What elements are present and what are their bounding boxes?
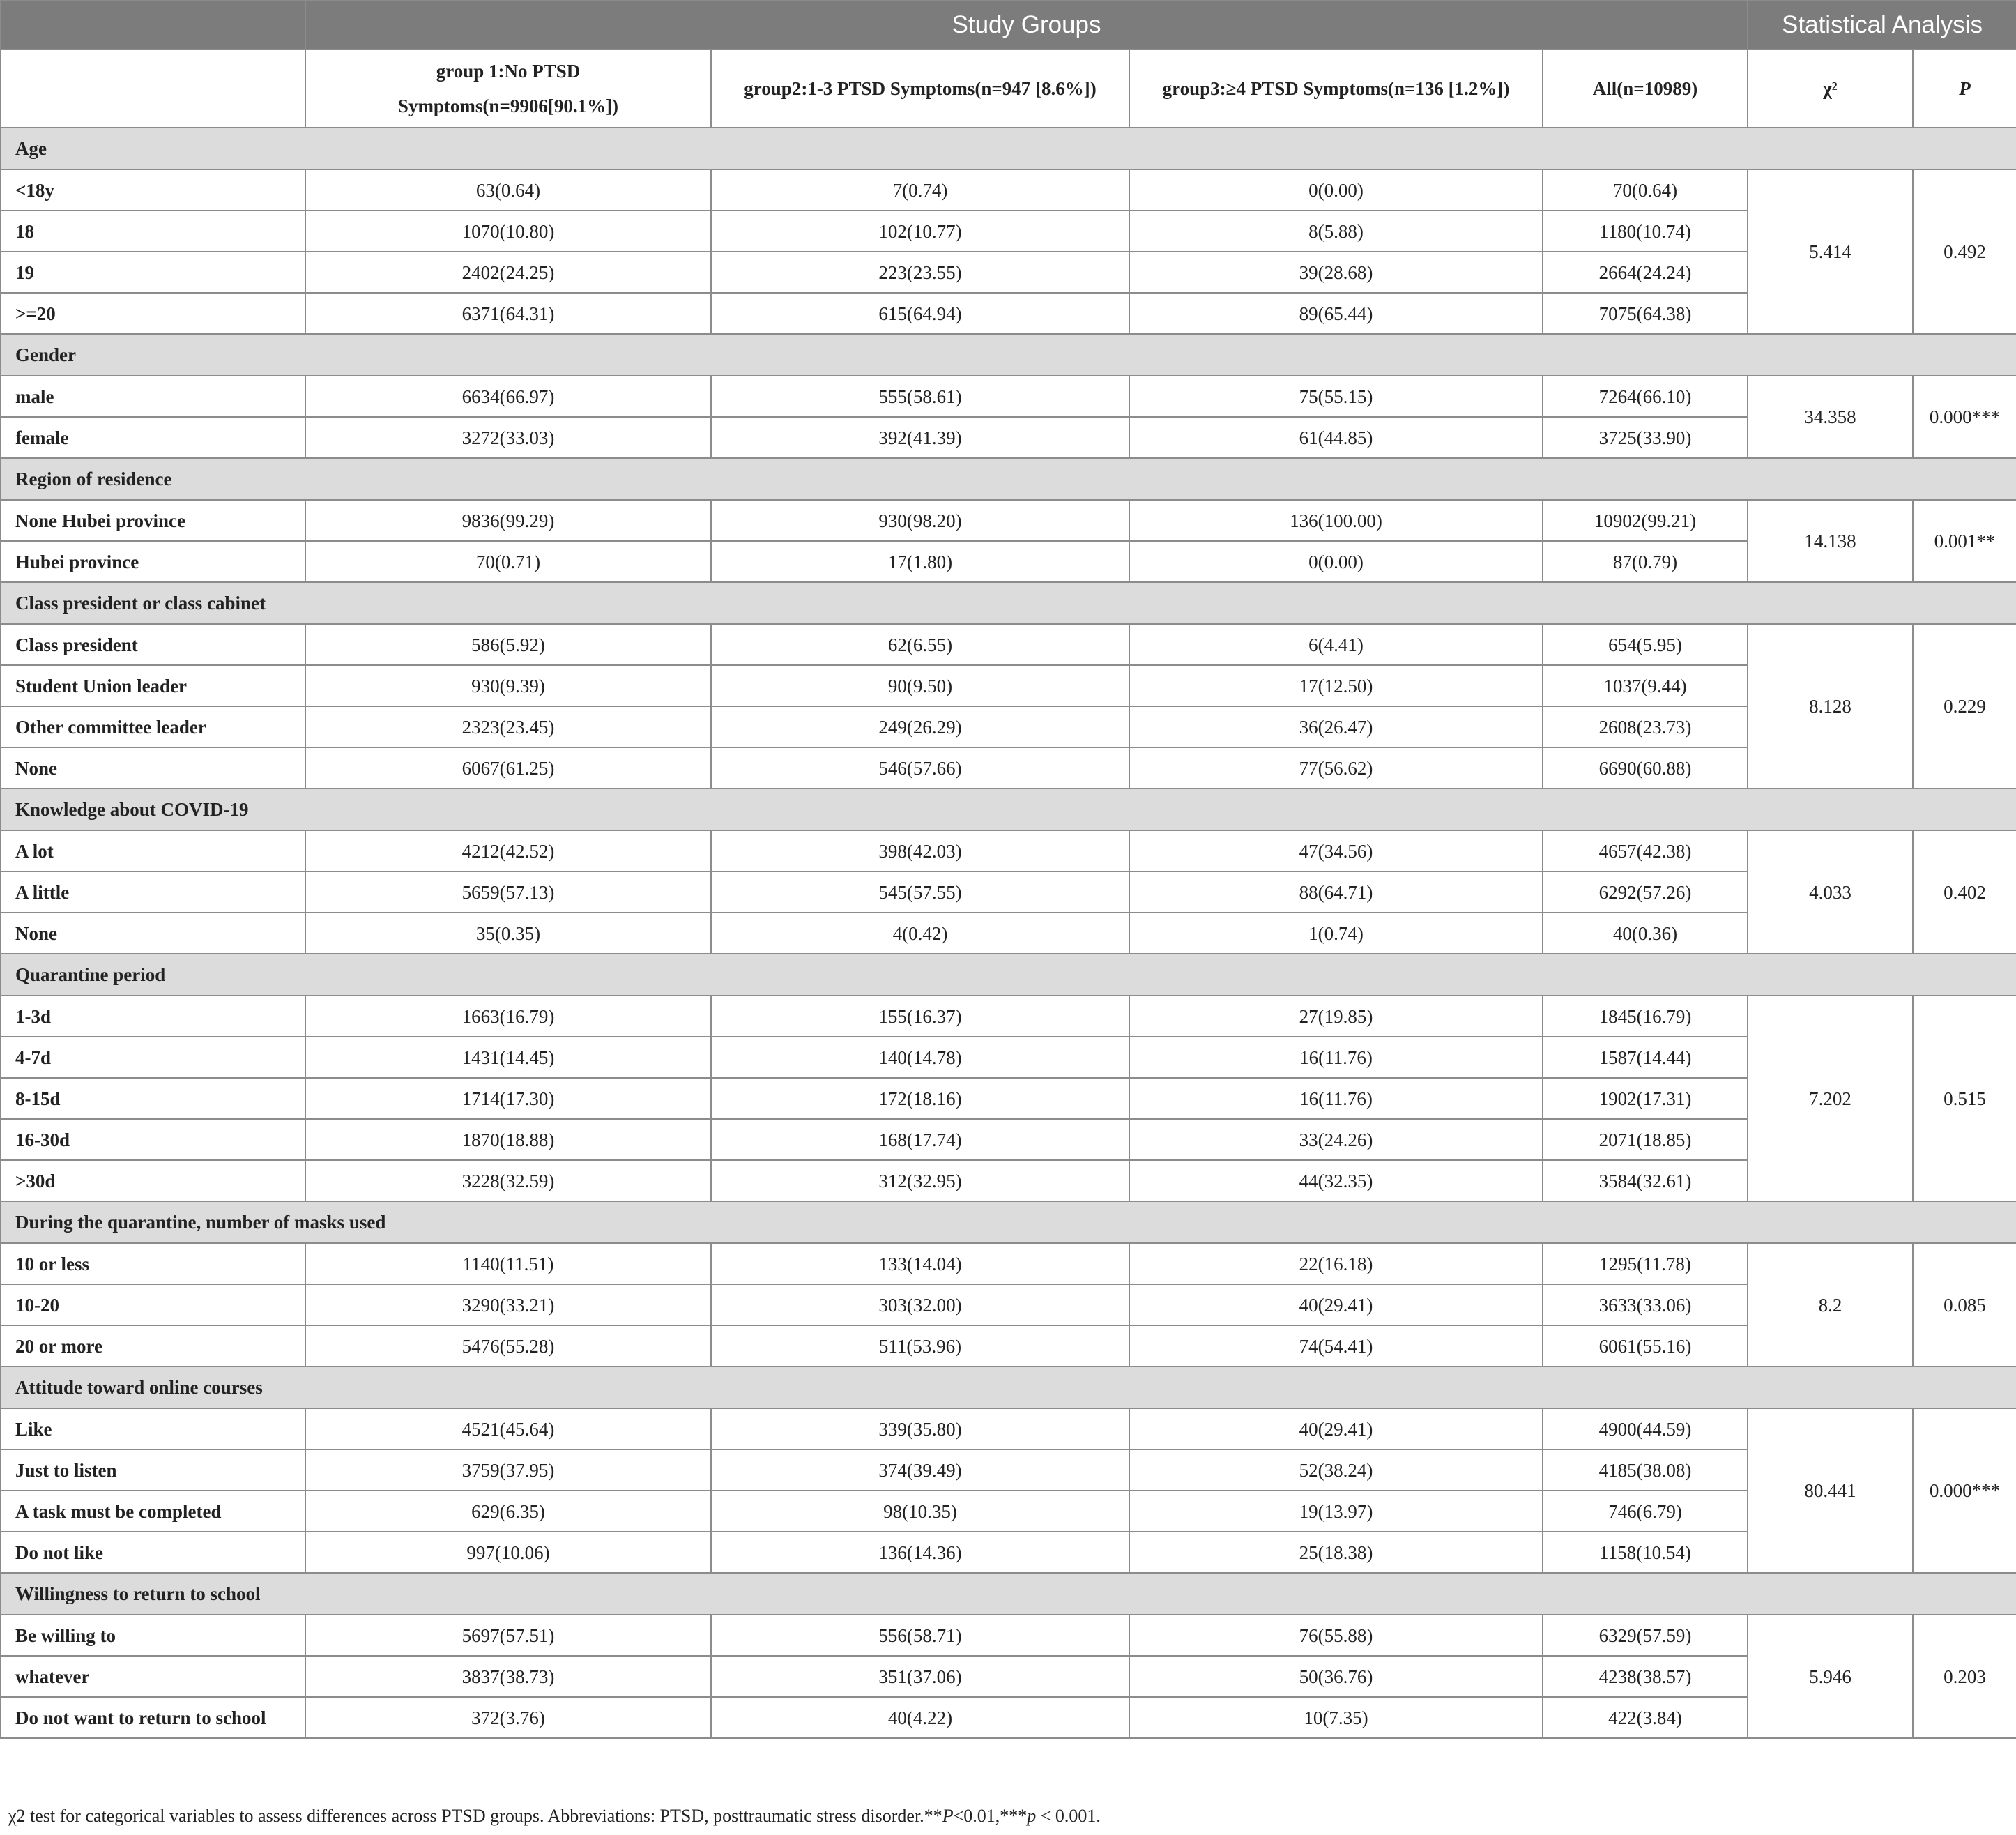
group1-cell: 35(0.35) [305, 913, 711, 954]
row-label: Other committee leader [1, 706, 305, 747]
group3-cell: 0(0.00) [1129, 169, 1543, 211]
group2-cell: 303(32.00) [711, 1284, 1129, 1325]
group1-cell: 3272(33.03) [305, 417, 711, 458]
group1-cell: 997(10.06) [305, 1532, 711, 1573]
p-value: 0.229 [1913, 624, 2016, 789]
all-cell: 6329(57.59) [1543, 1615, 1748, 1656]
section-header-row [1, 1201, 2016, 1243]
table-row [1, 1284, 2016, 1325]
all-cell: 1587(14.44) [1543, 1037, 1748, 1078]
all-cell: 1902(17.31) [1543, 1078, 1748, 1119]
chi-square-value: 14.138 [1748, 500, 1913, 582]
section-title: Knowledge about COVID-19 [1, 789, 2016, 830]
table-row [1, 1243, 2016, 1284]
table-row [1, 211, 2016, 252]
group3-cell: 50(36.76) [1129, 1656, 1543, 1697]
section-title: Quarantine period [1, 954, 2016, 996]
table-row [1, 1656, 2016, 1697]
column-header-row [1, 50, 2016, 128]
column-header-p: P [1913, 50, 2016, 128]
all-cell: 1037(9.44) [1543, 665, 1748, 706]
group1-cell: 1663(16.79) [305, 996, 711, 1037]
group2-cell: 374(39.49) [711, 1449, 1129, 1491]
section-header-row [1, 334, 2016, 376]
row-label: A lot [1, 830, 305, 871]
group1-cell: 629(6.35) [305, 1491, 711, 1532]
group2-cell: 556(58.71) [711, 1615, 1129, 1656]
group3-cell: 1(0.74) [1129, 913, 1543, 954]
group2-cell: 4(0.42) [711, 913, 1129, 954]
all-cell: 70(0.64) [1543, 169, 1748, 211]
section-header-row [1, 128, 2016, 169]
group1-cell: 6634(66.97) [305, 376, 711, 417]
group3-cell: 22(16.18) [1129, 1243, 1543, 1284]
chi-square-value: 5.946 [1748, 1615, 1913, 1738]
study-groups-header: Study Groups [305, 1, 1748, 50]
group2-cell: 398(42.03) [711, 830, 1129, 871]
row-label: None [1, 747, 305, 789]
table-row [1, 624, 2016, 665]
row-label: Do not like [1, 1532, 305, 1573]
table-row [1, 1615, 2016, 1656]
row-label: male [1, 376, 305, 417]
group3-cell: 27(19.85) [1129, 996, 1543, 1037]
table-row [1, 1078, 2016, 1119]
group1-cell: 6067(61.25) [305, 747, 711, 789]
table-row [1, 500, 2016, 541]
column-header-group3: group3:≥4 PTSD Symptoms(n=136 [1.2%]) [1129, 50, 1543, 128]
footnote-p-symbol: P [942, 1806, 954, 1826]
group2-cell: 155(16.37) [711, 996, 1129, 1037]
table-row [1, 747, 2016, 789]
footnote-text: χ2 test for categorical variables to assess differences across PTSD groups. Abbreviations: PTSD, posttraumatic stress disorder.** [8, 1806, 942, 1826]
all-cell: 2071(18.85) [1543, 1119, 1748, 1160]
row-label: Class president [1, 624, 305, 665]
group2-cell: 133(14.04) [711, 1243, 1129, 1284]
table-row [1, 913, 2016, 954]
table-row [1, 169, 2016, 211]
row-label: Like [1, 1408, 305, 1449]
group3-cell: 77(56.62) [1129, 747, 1543, 789]
all-cell: 6690(60.88) [1543, 747, 1748, 789]
group3-cell: 75(55.15) [1129, 376, 1543, 417]
all-cell: 7264(66.10) [1543, 376, 1748, 417]
all-cell: 40(0.36) [1543, 913, 1748, 954]
group3-cell: 61(44.85) [1129, 417, 1543, 458]
p-value: 0.203 [1913, 1615, 2016, 1738]
group2-cell: 7(0.74) [711, 169, 1129, 211]
group2-cell: 545(57.55) [711, 871, 1129, 913]
section-header-row [1, 458, 2016, 500]
group1-cell: 2402(24.25) [305, 252, 711, 293]
group1-cell: 3837(38.73) [305, 1656, 711, 1697]
group1-cell: 1714(17.30) [305, 1078, 711, 1119]
column-header-group1: group 1:No PTSD Symptoms(n=9906[90.1%]) [305, 50, 711, 128]
group3-cell: 40(29.41) [1129, 1284, 1543, 1325]
p-value: 0.000*** [1913, 376, 2016, 458]
group3-cell: 17(12.50) [1129, 665, 1543, 706]
row-label: 10-20 [1, 1284, 305, 1325]
table-row [1, 1037, 2016, 1078]
group3-cell: 33(24.26) [1129, 1119, 1543, 1160]
all-cell: 2608(23.73) [1543, 706, 1748, 747]
group2-cell: 249(26.29) [711, 706, 1129, 747]
table-row [1, 665, 2016, 706]
group2-cell: 339(35.80) [711, 1408, 1129, 1449]
group1-cell: 1870(18.88) [305, 1119, 711, 1160]
table-row [1, 1532, 2016, 1573]
row-label: A task must be completed [1, 1491, 305, 1532]
group1-cell: 5697(57.51) [305, 1615, 711, 1656]
footnote-end: < 0.001. [1036, 1806, 1101, 1826]
group3-cell: 25(18.38) [1129, 1532, 1543, 1573]
table-row [1, 1491, 2016, 1532]
all-cell: 4185(38.08) [1543, 1449, 1748, 1491]
group1-cell: 70(0.71) [305, 541, 711, 582]
table-row [1, 1408, 2016, 1449]
group3-cell: 36(26.47) [1129, 706, 1543, 747]
table-row [1, 830, 2016, 871]
row-label: Just to listen [1, 1449, 305, 1491]
p-value: 0.085 [1913, 1243, 2016, 1366]
table-row [1, 376, 2016, 417]
group3-cell: 16(11.76) [1129, 1037, 1543, 1078]
section-header-row [1, 582, 2016, 624]
table-row [1, 706, 2016, 747]
group3-cell: 8(5.88) [1129, 211, 1543, 252]
group1-cell: 1431(14.45) [305, 1037, 711, 1078]
group2-cell: 140(14.78) [711, 1037, 1129, 1078]
group1-cell: 5476(55.28) [305, 1325, 711, 1366]
group2-cell: 136(14.36) [711, 1532, 1129, 1573]
all-cell: 6061(55.16) [1543, 1325, 1748, 1366]
group1-cell: 3759(37.95) [305, 1449, 711, 1491]
chi-square-value: 8.2 [1748, 1243, 1913, 1366]
group2-cell: 930(98.20) [711, 500, 1129, 541]
group3-cell: 89(65.44) [1129, 293, 1543, 334]
chi-square-value: 7.202 [1748, 996, 1913, 1201]
section-header-row [1, 1573, 2016, 1615]
group2-cell: 351(37.06) [711, 1656, 1129, 1697]
table-row [1, 1697, 2016, 1738]
group2-cell: 312(32.95) [711, 1160, 1129, 1201]
all-cell: 7075(64.38) [1543, 293, 1748, 334]
table-row [1, 252, 2016, 293]
section-title: Region of residence [1, 458, 2016, 500]
group1-cell: 6371(64.31) [305, 293, 711, 334]
section-title: Gender [1, 334, 2016, 376]
header-blank-cell [1, 1, 305, 50]
chi-square-value: 34.358 [1748, 376, 1913, 458]
group2-cell: 62(6.55) [711, 624, 1129, 665]
table-row [1, 1119, 2016, 1160]
row-label: >=20 [1, 293, 305, 334]
group3-cell: 10(7.35) [1129, 1697, 1543, 1738]
group2-cell: 511(53.96) [711, 1325, 1129, 1366]
all-cell: 3633(33.06) [1543, 1284, 1748, 1325]
group3-cell: 88(64.71) [1129, 871, 1543, 913]
chi-square-value: 80.441 [1748, 1408, 1913, 1573]
table-row [1, 871, 2016, 913]
group3-cell: 40(29.41) [1129, 1408, 1543, 1449]
group1-cell: 3290(33.21) [305, 1284, 711, 1325]
all-cell: 422(3.84) [1543, 1697, 1748, 1738]
all-cell: 1295(11.78) [1543, 1243, 1748, 1284]
all-cell: 1845(16.79) [1543, 996, 1748, 1037]
group3-cell: 19(13.97) [1129, 1491, 1543, 1532]
group3-cell: 0(0.00) [1129, 541, 1543, 582]
group1-cell: 4212(42.52) [305, 830, 711, 871]
footnote-p-symbol-2: p [1027, 1806, 1037, 1826]
chi-square-value: 4.033 [1748, 830, 1913, 954]
group1-cell: 586(5.92) [305, 624, 711, 665]
all-cell: 654(5.95) [1543, 624, 1748, 665]
group3-cell: 136(100.00) [1129, 500, 1543, 541]
table-row [1, 1325, 2016, 1366]
group3-cell: 74(54.41) [1129, 1325, 1543, 1366]
group1-cell: 3228(32.59) [305, 1160, 711, 1201]
chi-square-value: 5.414 [1748, 169, 1913, 334]
row-label: A little [1, 871, 305, 913]
row-label: Hubei province [1, 541, 305, 582]
group3-cell: 6(4.41) [1129, 624, 1543, 665]
row-label: <18y [1, 169, 305, 211]
row-label: 1-3d [1, 996, 305, 1037]
chi-square-value: 8.128 [1748, 624, 1913, 789]
row-label: 4-7d [1, 1037, 305, 1078]
table-footnote [8, 1806, 1101, 1827]
table-row [1, 996, 2016, 1037]
row-label: 10 or less [1, 1243, 305, 1284]
footnote-threshold: <0.01,*** [953, 1806, 1028, 1826]
group2-cell: 90(9.50) [711, 665, 1129, 706]
row-label: 18 [1, 211, 305, 252]
column-header-all: All(n=10989) [1543, 50, 1748, 128]
column-header-label [1, 50, 305, 128]
all-cell: 1158(10.54) [1543, 1532, 1748, 1573]
all-cell: 4900(44.59) [1543, 1408, 1748, 1449]
row-label: 20 or more [1, 1325, 305, 1366]
row-label: None Hubei province [1, 500, 305, 541]
all-cell: 87(0.79) [1543, 541, 1748, 582]
p-value: 0.000*** [1913, 1408, 2016, 1573]
all-cell: 4657(42.38) [1543, 830, 1748, 871]
group1-cell: 63(0.64) [305, 169, 711, 211]
column-header-group2: group2:1-3 PTSD Symptoms(n=947 [8.6%]) [711, 50, 1129, 128]
row-label: 8-15d [1, 1078, 305, 1119]
group1-cell: 1140(11.51) [305, 1243, 711, 1284]
group2-cell: 392(41.39) [711, 417, 1129, 458]
group2-cell: 172(18.16) [711, 1078, 1129, 1119]
group3-cell: 39(28.68) [1129, 252, 1543, 293]
group1-cell: 1070(10.80) [305, 211, 711, 252]
group2-cell: 102(10.77) [711, 211, 1129, 252]
row-label: None [1, 913, 305, 954]
all-cell: 2664(24.24) [1543, 252, 1748, 293]
section-title: Willingness to return to school [1, 1573, 2016, 1615]
group2-cell: 98(10.35) [711, 1491, 1129, 1532]
group3-cell: 76(55.88) [1129, 1615, 1543, 1656]
group1-cell: 9836(99.29) [305, 500, 711, 541]
row-label: Be willing to [1, 1615, 305, 1656]
all-cell: 746(6.79) [1543, 1491, 1748, 1532]
all-cell: 10902(99.21) [1543, 500, 1748, 541]
row-label: female [1, 417, 305, 458]
group2-cell: 555(58.61) [711, 376, 1129, 417]
section-title: Age [1, 128, 2016, 169]
all-cell: 4238(38.57) [1543, 1656, 1748, 1697]
group2-cell: 615(64.94) [711, 293, 1129, 334]
section-header-row [1, 954, 2016, 996]
table-row [1, 1160, 2016, 1201]
p-value: 0.515 [1913, 996, 2016, 1201]
section-title: Class president or class cabinet [1, 582, 2016, 624]
all-cell: 1180(10.74) [1543, 211, 1748, 252]
table-row [1, 293, 2016, 334]
table-row [1, 541, 2016, 582]
all-cell: 6292(57.26) [1543, 871, 1748, 913]
group3-cell: 47(34.56) [1129, 830, 1543, 871]
group3-cell: 44(32.35) [1129, 1160, 1543, 1201]
statistical-analysis-header: Statistical Analysis [1748, 1, 2016, 50]
p-value: 0.402 [1913, 830, 2016, 954]
group1-cell: 930(9.39) [305, 665, 711, 706]
all-cell: 3725(33.90) [1543, 417, 1748, 458]
group2-cell: 223(23.55) [711, 252, 1129, 293]
row-label: Do not want to return to school [1, 1697, 305, 1738]
row-label: >30d [1, 1160, 305, 1201]
row-label: Student Union leader [1, 665, 305, 706]
group-header-row [1, 1, 2016, 50]
p-value: 0.492 [1913, 169, 2016, 334]
row-label: 16-30d [1, 1119, 305, 1160]
section-title: During the quarantine, number of masks used [1, 1201, 2016, 1243]
group1-cell: 5659(57.13) [305, 871, 711, 913]
group2-cell: 546(57.66) [711, 747, 1129, 789]
row-label: whatever [1, 1656, 305, 1697]
group1-cell: 2323(23.45) [305, 706, 711, 747]
group2-cell: 17(1.80) [711, 541, 1129, 582]
group1-cell: 4521(45.64) [305, 1408, 711, 1449]
table-row [1, 417, 2016, 458]
group1-cell: 372(3.76) [305, 1697, 711, 1738]
all-cell: 3584(32.61) [1543, 1160, 1748, 1201]
table-row [1, 1449, 2016, 1491]
column-header-chi2: χ² [1748, 50, 1913, 128]
group3-cell: 52(38.24) [1129, 1449, 1543, 1491]
group2-cell: 168(17.74) [711, 1119, 1129, 1160]
row-label: 19 [1, 252, 305, 293]
section-header-row [1, 789, 2016, 830]
group2-cell: 40(4.22) [711, 1697, 1129, 1738]
section-header-row [1, 1366, 2016, 1408]
section-title: Attitude toward online courses [1, 1366, 2016, 1408]
group3-cell: 16(11.76) [1129, 1078, 1543, 1119]
p-value: 0.001** [1913, 500, 2016, 582]
